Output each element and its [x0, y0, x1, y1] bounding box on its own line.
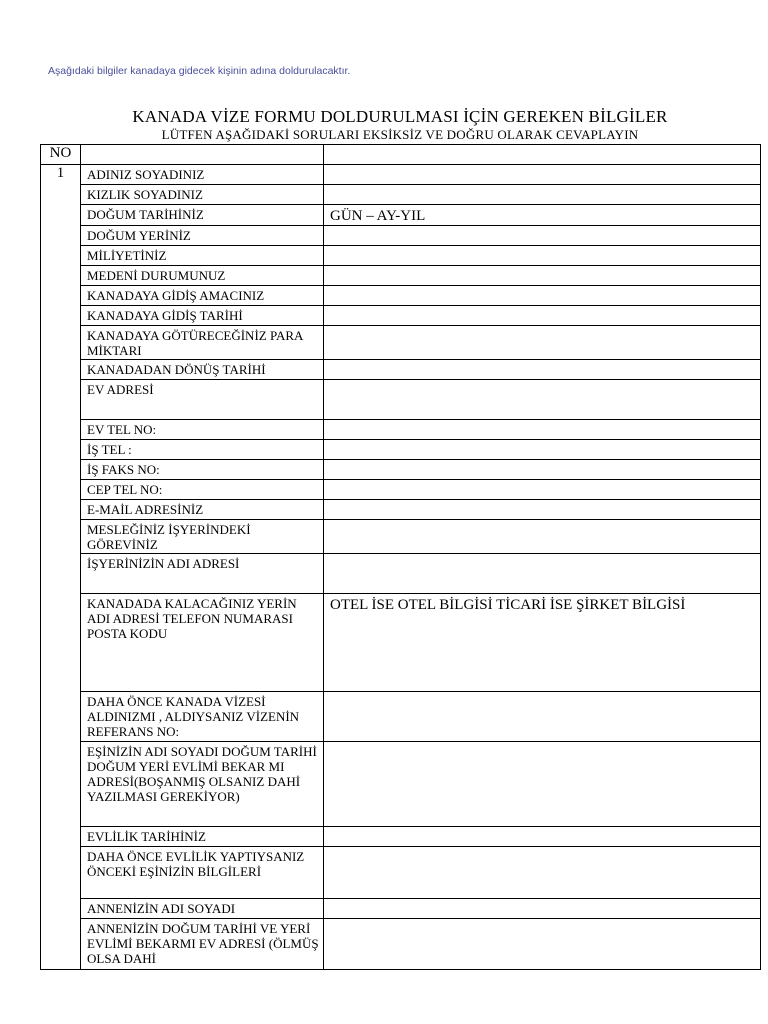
table-row	[41, 246, 761, 266]
field-label: MEDENİ DURUMUNUZ	[81, 266, 324, 286]
field-value-cell[interactable]	[324, 360, 761, 380]
field-value-cell[interactable]	[324, 899, 761, 919]
field-value-cell[interactable]	[324, 380, 761, 420]
field-value-cell[interactable]	[324, 306, 761, 326]
field-label: EV TEL NO:	[81, 420, 324, 440]
field-value-cell[interactable]	[324, 165, 761, 185]
table-row	[41, 847, 761, 899]
field-value-cell[interactable]	[324, 326, 761, 360]
field-label: İŞYERİNİZİN ADI ADRESİ	[81, 554, 324, 594]
field-label: DAHA ÖNCE KANADA VİZESİ ALDINIZMI , ALDIYSANIZ VİZENİN REFERANS NO:	[81, 692, 324, 742]
table-row	[41, 594, 761, 692]
field-label: KANADADAN DÖNÜŞ TARİHİ	[81, 360, 324, 380]
field-value-cell[interactable]	[324, 742, 761, 827]
field-label: KANADAYA GİDİŞ AMACINIZ	[81, 286, 324, 306]
field-label: DOĞUM YERİNİZ	[81, 226, 324, 246]
field-value-cell[interactable]	[324, 847, 761, 899]
table-row	[41, 827, 761, 847]
row-number: 1	[41, 165, 81, 970]
field-value-cell[interactable]	[324, 266, 761, 286]
form-title: KANADA VİZE FORMU DOLDURULMASI İÇİN GEREKEN BİLGİLER	[132, 107, 668, 126]
visa-info-table	[40, 144, 761, 970]
table-row	[41, 306, 761, 326]
table-row	[41, 440, 761, 460]
field-label: MESLEĞİNİZ İŞYERİNDEKİ GÖREVİNİZ	[81, 520, 324, 554]
field-value-cell[interactable]	[324, 185, 761, 205]
field-label: ANNENİZİN DOĞUM TARİHİ VE YERİ EVLİMİ BEKARMI EV ADRESİ (ÖLMÜŞ OLSA DAHİ	[81, 919, 324, 970]
field-label: ADINIZ SOYADINIZ	[81, 165, 324, 185]
field-value-cell[interactable]	[324, 919, 761, 970]
field-value-cell[interactable]	[324, 420, 761, 440]
form-subtitle: LÜTFEN AŞAĞIDAKİ SORULARI EKSİKSİZ VE DOĞRU OLARAK CEVAPLAYIN	[161, 127, 639, 142]
table-row	[41, 360, 761, 380]
field-label: MİLİYETİNİZ	[81, 246, 324, 266]
field-value-cell[interactable]	[324, 480, 761, 500]
table-row	[41, 460, 761, 480]
field-value-cell[interactable]	[324, 440, 761, 460]
field-value-cell[interactable]: GÜN – AY-YIL	[324, 205, 761, 226]
field-label: E-MAİL ADRESİNİZ	[81, 500, 324, 520]
field-value-cell[interactable]	[324, 692, 761, 742]
table-header-row	[41, 145, 761, 165]
table-row	[41, 205, 761, 226]
table-row	[41, 185, 761, 205]
table-row	[41, 380, 761, 420]
table-row	[41, 326, 761, 360]
table-row	[41, 520, 761, 554]
field-label: EVLİLİK TARİHİNİZ	[81, 827, 324, 847]
field-label: DOĞUM TARİHİNİZ	[81, 205, 324, 226]
field-value-cell[interactable]	[324, 520, 761, 554]
table-row	[41, 165, 761, 185]
field-label: DAHA ÖNCE EVLİLİK YAPTIYSANIZ ÖNCEKİ EŞİNİZİN BİLGİLERİ	[81, 847, 324, 899]
header-blank-cell	[324, 145, 761, 165]
field-value-cell[interactable]	[324, 500, 761, 520]
field-value-cell[interactable]	[324, 827, 761, 847]
field-value-cell[interactable]	[324, 286, 761, 306]
field-label: KIZLIK SOYADINIZ	[81, 185, 324, 205]
table-row	[41, 266, 761, 286]
field-label: KANADAYA GİDİŞ TARİHİ	[81, 306, 324, 326]
field-label: ANNENİZİN ADI SOYADI	[81, 899, 324, 919]
field-value-cell[interactable]: OTEL İSE OTEL BİLGİSİ TİCARİ İSE ŞİRKET BİLGİSİ	[324, 594, 761, 692]
table-row	[41, 554, 761, 594]
table-row	[41, 226, 761, 246]
field-label: İŞ FAKS NO:	[81, 460, 324, 480]
table-row	[41, 286, 761, 306]
field-label: EV ADRESİ	[81, 380, 324, 420]
table-row	[41, 480, 761, 500]
table-row	[41, 500, 761, 520]
header-blank-cell	[81, 145, 324, 165]
no-header: NO	[41, 145, 81, 165]
table-row	[41, 899, 761, 919]
field-label: EŞİNİZİN ADI SOYADI DOĞUM TARİHİ DOĞUM YERİ EVLİMİ BEKAR MI ADRESİ(BOŞANMIŞ OLSANIZ DAHİ YAZILMASI GEREKİYOR)	[81, 742, 324, 827]
field-value-cell[interactable]	[324, 226, 761, 246]
table-row	[41, 742, 761, 827]
table-row	[41, 919, 761, 970]
field-label: KANADADA KALACAĞINIZ YERİN ADI ADRESİ TELEFON NUMARASI POSTA KODU	[81, 594, 324, 692]
field-label: KANADAYA GÖTÜRECEĞİNİZ PARA MİKTARI	[81, 326, 324, 360]
field-label: İŞ TEL :	[81, 440, 324, 460]
field-value-cell[interactable]	[324, 554, 761, 594]
instruction-note: Aşağıdaki bilgiler kanadaya gidecek kişinin adına doldurulacaktır.	[48, 65, 351, 77]
table-row	[41, 692, 761, 742]
table-row	[41, 420, 761, 440]
field-value-cell[interactable]	[324, 460, 761, 480]
field-label: CEP TEL NO:	[81, 480, 324, 500]
field-value-cell[interactable]	[324, 246, 761, 266]
